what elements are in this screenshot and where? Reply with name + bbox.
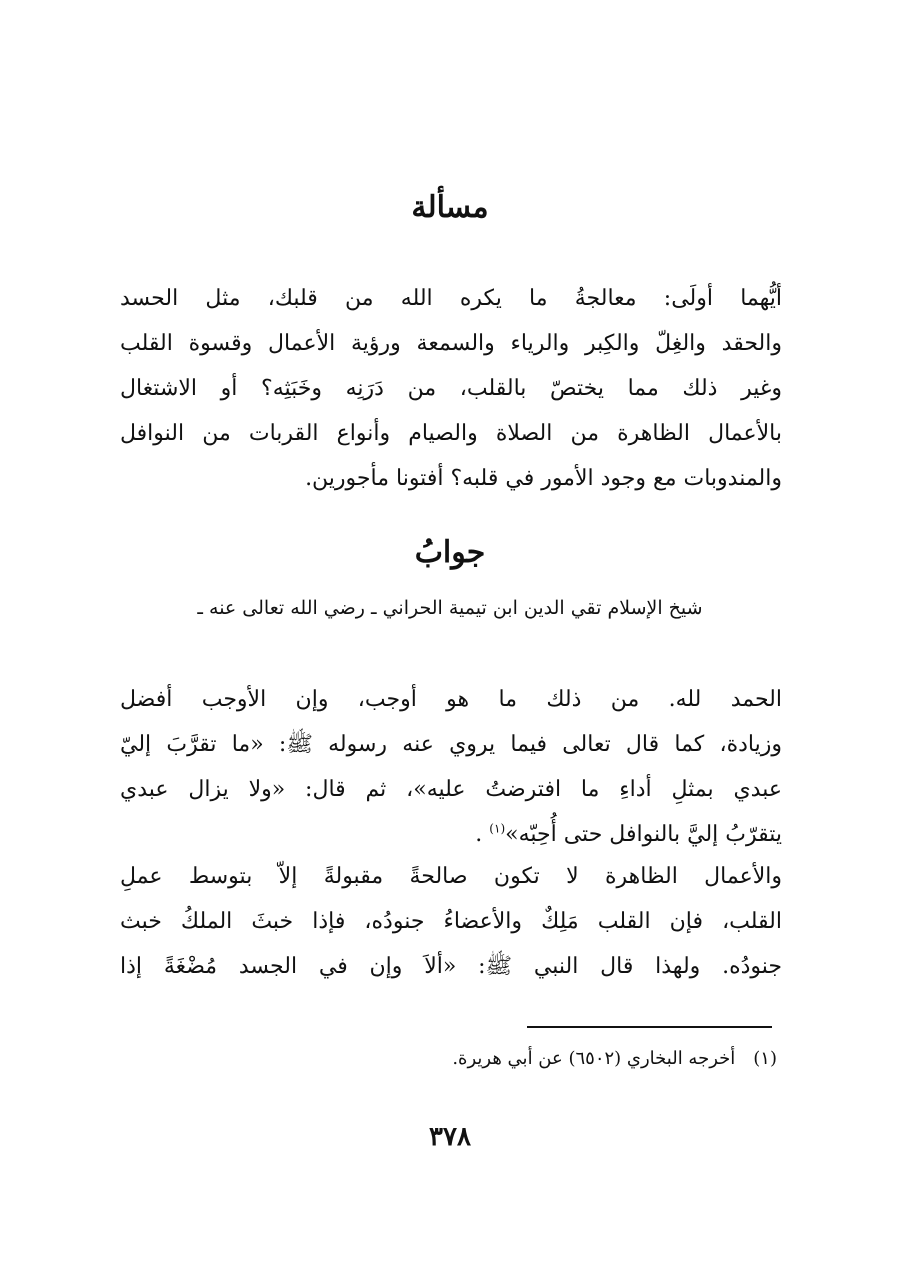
question-line: أيُّهما أولَى: معالجةُ ما يكره الله من قلبك، مثل الحسد <box>120 286 782 311</box>
question-heading: مسألة <box>411 190 489 225</box>
footnote-mark: (١) <box>753 1048 777 1069</box>
footnote <box>452 1048 777 1069</box>
footnote-divider <box>527 1026 772 1028</box>
question-line: والحقد والغِلّ والكِبر والرياء والسمعة ورؤية الأعمال وقسوة القلب <box>120 331 782 356</box>
answer-attribution: شيخ الإسلام تقي الدين ابن تيمية الحراني ـ رضي الله تعالى عنه ـ <box>197 597 703 619</box>
answer-line: وزيادة، كما قال تعالى فيما يروي عنه رسوله ﷺ: «ما تقرَّبَ إليّ <box>120 732 782 757</box>
answer-line: والأعمال الظاهرة لا تكون صالحةً مقبولةً إلاّ بتوسط عملِ <box>120 864 782 889</box>
answer-line: القلب، فإن القلب مَلِكٌ والأعضاءُ جنودُه، فإذا خبثَ الملكُ خبث <box>120 909 782 934</box>
footnote-reference: (١) <box>489 821 506 836</box>
question-paragraph <box>120 276 782 501</box>
answer-line: الحمد لله. من ذلك ما هو أوجب، وإن الأوجب أفضل <box>120 687 782 712</box>
answer-line: عبدي بمثلِ أداءِ ما افترضتُ عليه»، ثم قال: «ولا يزال عبدي <box>120 777 782 802</box>
answer-line: جنودُه. ولهذا قال النبي ﷺ: «ألاَ وإن في الجسد مُضْغَةً إذا <box>120 954 782 979</box>
question-line: بالأعمال الظاهرة من الصلاة والصيام وأنواع القربات من النوافل <box>120 421 782 446</box>
answer-line-text: يتقرّبُ إليَّ بالنوافل حتى أُحِبّه» <box>505 822 782 847</box>
question-line: وغير ذلك مما يختصّ بالقلب، من دَرَنِه وخَبَثِه؟ أو الاشتغال <box>120 376 782 401</box>
answer-heading: جوابُ <box>414 535 486 570</box>
end-punctuation: . <box>475 822 483 847</box>
page-number: ٣٧٨ <box>429 1122 471 1152</box>
footnote-text: أخرجه البخاري (٦٥٠٢) عن أبي هريرة. <box>452 1048 736 1069</box>
question-line: والمندوبات مع وجود الأمور في قلبه؟ أفتونا مأجورين. <box>305 466 782 491</box>
answer-paragraph-2 <box>120 854 782 989</box>
answer-paragraph-1 <box>120 677 782 857</box>
answer-line-with-footnote <box>120 812 782 857</box>
